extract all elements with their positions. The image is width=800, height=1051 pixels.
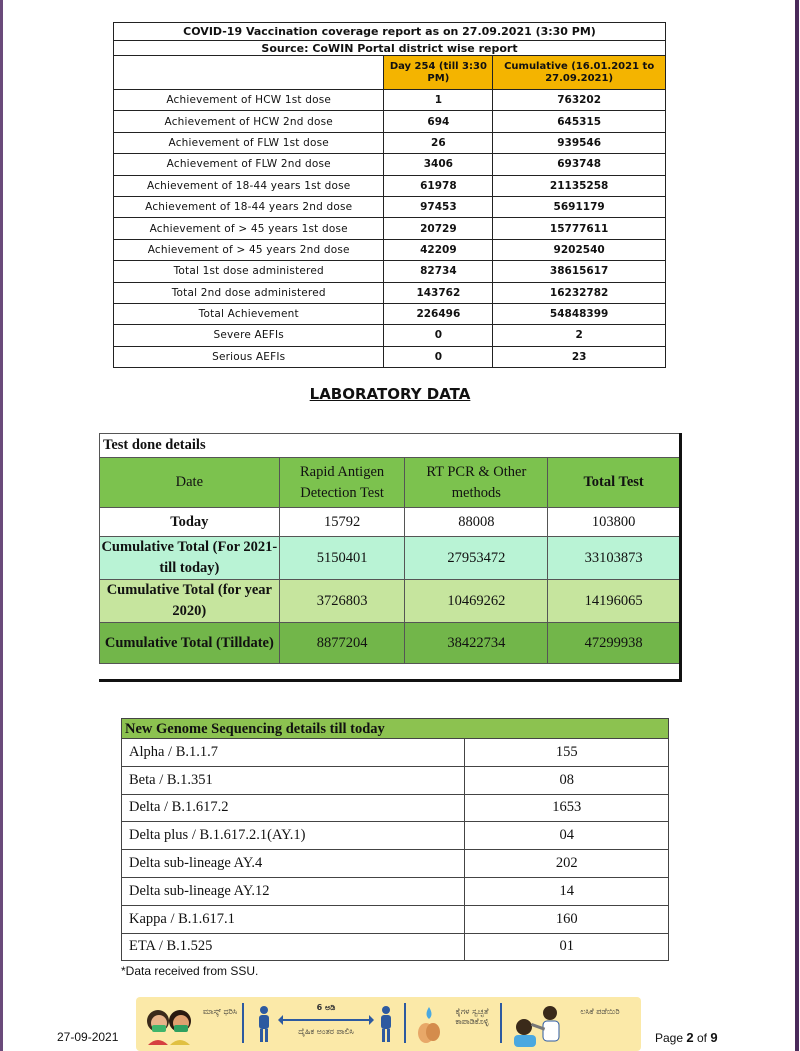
genome-table <box>121 718 669 961</box>
genome-row <box>122 933 669 961</box>
lab-header-date: Date <box>100 458 280 508</box>
genome-variant: Beta / B.1.351 <box>122 766 465 794</box>
vaccination-row <box>114 239 666 260</box>
genome-footnote: *Data received from SSU. <box>121 964 259 978</box>
vaccination-row-label: Serious AEFIs <box>114 346 384 367</box>
page-total: 9 <box>710 1030 718 1045</box>
vaccination-header-blank <box>114 56 384 90</box>
lab-row-label: Today <box>100 508 280 537</box>
laboratory-heading: LABORATORY DATA <box>309 385 471 403</box>
genome-row <box>122 766 669 794</box>
genome-count: 1653 <box>465 794 669 822</box>
vaccination-row-day: 226496 <box>384 303 493 324</box>
page-prefix: Page <box>655 1031 684 1045</box>
vaccination-source: Source: CoWIN Portal district wise report <box>114 41 666 56</box>
genome-row <box>122 850 669 878</box>
lab-row-total: 47299938 <box>548 623 680 664</box>
banner-divider <box>242 1003 244 1043</box>
genome-count: 01 <box>465 933 669 961</box>
vaccination-row-day: 61978 <box>384 175 493 196</box>
vaccination-row-day: 143762 <box>384 282 493 303</box>
vaccination-row-label: Total Achievement <box>114 303 384 324</box>
vaccination-title-row <box>114 23 666 41</box>
vaccination-row-label: Achievement of 18-44 years 2nd dose <box>114 196 384 217</box>
lab-row-label: Cumulative Total (For 2021- till today) <box>100 537 280 580</box>
genome-variant: Delta plus / B.1.617.2.1(AY.1) <box>122 822 465 850</box>
laboratory-row <box>100 508 680 537</box>
vaccination-row-day: 3406 <box>384 154 493 175</box>
vaccination-row-label: Total 2nd dose administered <box>114 282 384 303</box>
page-number <box>655 1030 718 1045</box>
laboratory-table <box>99 433 680 664</box>
genome-row <box>122 822 669 850</box>
lab-header-rat: Rapid Antigen Detection Test <box>279 458 405 508</box>
genome-variant: Kappa / B.1.617.1 <box>122 905 465 933</box>
vaccination-row-cumulative: 21135258 <box>493 175 666 196</box>
vaccination-row <box>114 196 666 217</box>
genome-count: 160 <box>465 905 669 933</box>
vaccination-header-row <box>114 56 666 90</box>
vaccination-icon <box>510 1003 574 1047</box>
vaccination-row-cumulative: 939546 <box>493 132 666 153</box>
vaccination-row-day: 97453 <box>384 196 493 217</box>
vaccination-table <box>113 22 666 368</box>
vaccination-header-day: Day 254 (till 3:30 PM) <box>384 56 493 90</box>
genome-variant: Delta sub-lineage AY.12 <box>122 877 465 905</box>
vaccination-row-day: 42209 <box>384 239 493 260</box>
genome-header-row <box>122 719 669 739</box>
vaccination-row-cumulative: 38615617 <box>493 261 666 282</box>
vaccination-row-label: Achievement of HCW 1st dose <box>114 90 384 111</box>
lab-row-rat: 8877204 <box>279 623 405 664</box>
lab-header-total: Total Test <box>548 458 680 508</box>
vaccination-row-cumulative: 2 <box>493 325 666 346</box>
lab-row-total: 14196065 <box>548 580 680 623</box>
genome-variant: Delta / B.1.617.2 <box>122 794 465 822</box>
vaccination-caption: ಲಸಿಕೆ ಪಡೆಯಿರಿ <box>580 1007 620 1016</box>
genome-variant: ETA / B.1.525 <box>122 933 465 961</box>
vaccination-row-day: 0 <box>384 346 493 367</box>
lab-row-total: 33103873 <box>548 537 680 580</box>
vaccination-row <box>114 325 666 346</box>
vaccination-row-label: Achievement of > 45 years 2nd dose <box>114 239 384 260</box>
vaccination-row <box>114 132 666 153</box>
lab-header-rtpcr: RT PCR & Other methods <box>405 458 548 508</box>
safety-banner <box>136 997 641 1051</box>
genome-count: 155 <box>465 739 669 767</box>
vaccination-row-cumulative: 15777611 <box>493 218 666 239</box>
vaccination-row-day: 694 <box>384 111 493 132</box>
vaccination-row-cumulative: 693748 <box>493 154 666 175</box>
vaccination-row-cumulative: 16232782 <box>493 282 666 303</box>
vaccination-row-cumulative: 54848399 <box>493 303 666 324</box>
vaccination-row-cumulative: 763202 <box>493 90 666 111</box>
vaccination-row <box>114 303 666 324</box>
vaccination-row-day: 0 <box>384 325 493 346</box>
vaccination-row-cumulative: 645315 <box>493 111 666 132</box>
vaccination-row-cumulative: 23 <box>493 346 666 367</box>
genome-count: 04 <box>465 822 669 850</box>
vaccination-row-label: Achievement of > 45 years 1st dose <box>114 218 384 239</box>
page-border-left <box>0 0 3 1051</box>
banner-divider <box>404 1003 406 1043</box>
genome-count: 14 <box>465 877 669 905</box>
laboratory-header-row <box>100 458 680 508</box>
lab-row-rtpcr: 38422734 <box>405 623 548 664</box>
vaccination-header-cumulative: Cumulative (16.01.2021 to 27.09.2021) <box>493 56 666 90</box>
genome-row <box>122 739 669 767</box>
vaccination-row <box>114 218 666 239</box>
vaccination-row-cumulative: 9202540 <box>493 239 666 260</box>
vaccination-row-day: 20729 <box>384 218 493 239</box>
vaccination-row <box>114 90 666 111</box>
vaccination-title: COVID-19 Vaccination coverage report as on 27.09.2021 (3:30 PM) <box>114 23 666 41</box>
vaccination-row <box>114 346 666 367</box>
hand-wash-caption: ಕೈಗಳ ಸ್ವಚ್ಛತೆ ಕಾಪಾಡಿಕೊಳ್ಳಿ <box>455 1007 489 1026</box>
lab-row-rtpcr: 88008 <box>405 508 548 537</box>
genome-row <box>122 905 669 933</box>
page-border-right <box>795 0 799 1051</box>
person-left-icon <box>256 1005 272 1043</box>
lab-row-rat: 3726803 <box>279 580 405 623</box>
distance-caption: ದೈಹಿಕ ಅಂತರ ಪಾಲಿಸಿ <box>298 1027 354 1036</box>
laboratory-row <box>100 537 680 580</box>
lab-row-rat: 5150401 <box>279 537 405 580</box>
vaccination-row-label: Achievement of FLW 1st dose <box>114 132 384 153</box>
vaccination-row-label: Achievement of 18-44 years 1st dose <box>114 175 384 196</box>
lab-row-rat: 15792 <box>279 508 405 537</box>
genome-count: 08 <box>465 766 669 794</box>
vaccination-row-day: 1 <box>384 90 493 111</box>
vaccination-source-row <box>114 41 666 56</box>
distance-arrow-icon <box>282 1019 370 1021</box>
lab-row-rtpcr: 27953472 <box>405 537 548 580</box>
lab-row-label: Cumulative Total (for year 2020) <box>100 580 280 623</box>
page-current: 2 <box>686 1030 694 1045</box>
footer-date: 27-09-2021 <box>57 1030 119 1044</box>
page-of: of <box>696 1031 707 1045</box>
laboratory-table-shadow-bottom <box>99 679 681 682</box>
vaccination-row <box>114 154 666 175</box>
vaccination-row-label: Achievement of HCW 2nd dose <box>114 111 384 132</box>
vaccination-row-cumulative: 5691179 <box>493 196 666 217</box>
genome-row <box>122 877 669 905</box>
vaccination-row <box>114 261 666 282</box>
distance-value: 6 ಅಡಿ <box>316 1003 336 1012</box>
genome-title: New Genome Sequencing details till today <box>122 719 669 739</box>
hand-wash-icon <box>414 1005 444 1045</box>
mask-faces-icon <box>144 1003 196 1045</box>
laboratory-table-title: Test done details <box>100 434 680 458</box>
vaccination-row <box>114 175 666 196</box>
lab-row-label: Cumulative Total (Tilldate) <box>100 623 280 664</box>
laboratory-table-shadow-right <box>679 433 682 682</box>
genome-count: 202 <box>465 850 669 878</box>
vaccination-row-label: Severe AEFIs <box>114 325 384 346</box>
vaccination-row-day: 26 <box>384 132 493 153</box>
genome-variant: Delta sub-lineage AY.4 <box>122 850 465 878</box>
genome-variant: Alpha / B.1.1.7 <box>122 739 465 767</box>
vaccination-row-day: 82734 <box>384 261 493 282</box>
vaccination-row <box>114 111 666 132</box>
laboratory-title-row <box>100 434 680 458</box>
lab-row-total: 103800 <box>548 508 680 537</box>
laboratory-row <box>100 623 680 664</box>
lab-row-rtpcr: 10469262 <box>405 580 548 623</box>
vaccination-row-label: Total 1st dose administered <box>114 261 384 282</box>
vaccination-row <box>114 282 666 303</box>
laboratory-row <box>100 580 680 623</box>
person-right-icon <box>378 1005 394 1043</box>
mask-caption: ಮಾಸ್ಕ್ ಧರಿಸಿ <box>202 1007 238 1016</box>
vaccination-row-label: Achievement of FLW 2nd dose <box>114 154 384 175</box>
genome-row <box>122 794 669 822</box>
banner-divider <box>500 1003 502 1043</box>
